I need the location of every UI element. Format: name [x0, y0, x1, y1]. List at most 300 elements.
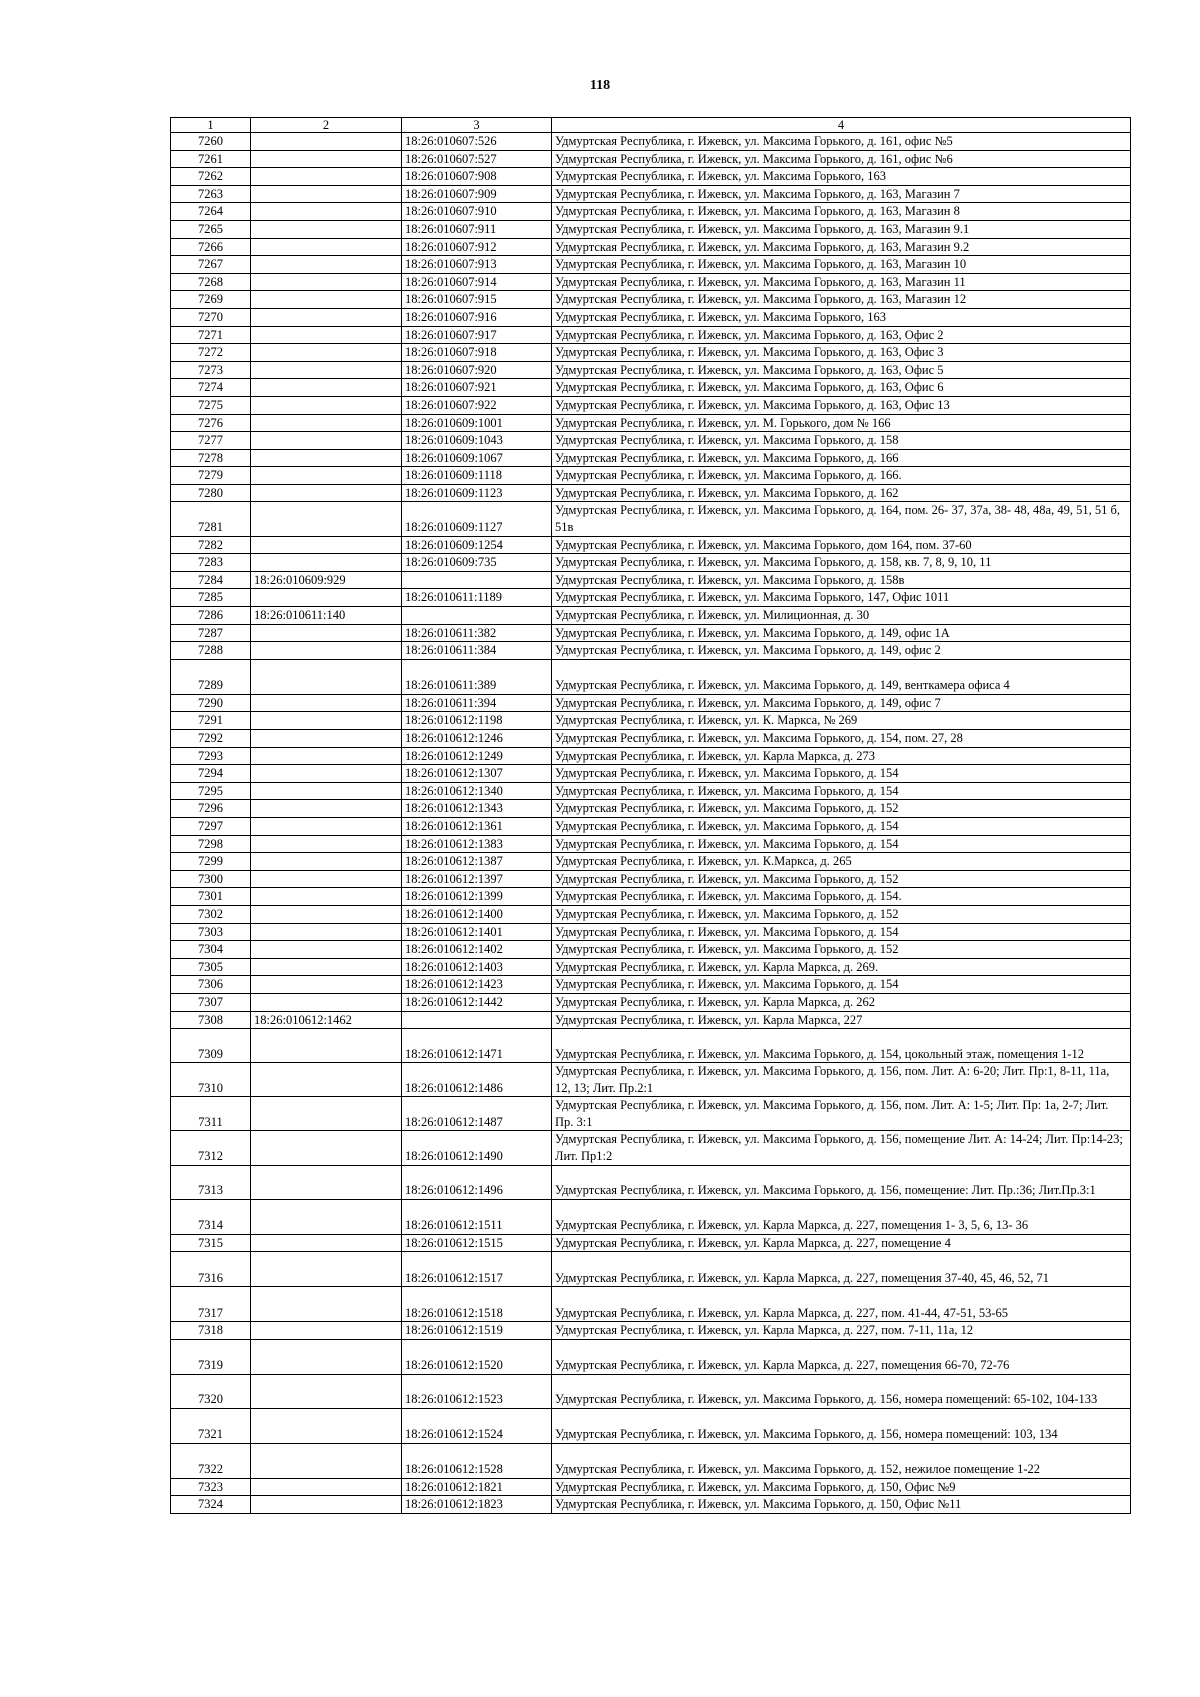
table-body [171, 133, 1131, 1514]
row-number-cell: 7286 [171, 607, 251, 625]
address-cell: Удмуртская Республика, г. Ижевск, ул. Максима Горького, д. 166. [552, 467, 1131, 485]
table-header [171, 118, 1131, 133]
cadastral-number-3-cell: 18:26:010612:1343 [402, 800, 552, 818]
table-row [171, 220, 1131, 238]
table-row [171, 256, 1131, 274]
cadastral-number-2-cell [251, 344, 402, 362]
address-cell: Удмуртская Республика, г. Ижевск, ул. Максима Горького, д. 154 [552, 835, 1131, 853]
address-cell: Удмуртская Республика, г. Ижевск, ул. Карла Маркса, д. 269. [552, 958, 1131, 976]
cadastral-number-2-cell [251, 1165, 402, 1199]
cadastral-number-2-cell: 18:26:010612:1462 [251, 1011, 402, 1029]
table-row [171, 308, 1131, 326]
cadastral-number-3-cell: 18:26:010607:910 [402, 203, 552, 221]
cadastral-number-2-cell [251, 1234, 402, 1252]
page-number: 118 [589, 78, 611, 93]
cadastral-number-2-cell [251, 361, 402, 379]
address-cell: Удмуртская Республика, г. Ижевск, ул. Максима Горького, д. 162 [552, 484, 1131, 502]
table-row [171, 133, 1131, 151]
row-number-cell: 7273 [171, 361, 251, 379]
table-row [171, 1063, 1131, 1097]
address-cell: Удмуртская Республика, г. Ижевск, ул. Максима Горького, д. 163, Магазин 9.2 [552, 238, 1131, 256]
table-row [171, 1011, 1131, 1029]
address-cell: Удмуртская Республика, г. Ижевск, ул. Максима Горького, д. 164, пом. 26- 37, 37а, 38- 48, 48а, 49, 51, 51 б, 51в [552, 502, 1131, 536]
table-row [171, 273, 1131, 291]
address-cell: Удмуртская Республика, г. Ижевск, ул. Максима Горького, д. 150, Офис №9 [552, 1478, 1131, 1496]
table-row [171, 291, 1131, 309]
row-number-cell: 7279 [171, 467, 251, 485]
table-row [171, 1199, 1131, 1234]
row-number-cell: 7295 [171, 782, 251, 800]
address-cell: Удмуртская Республика, г. Ижевск, ул. Карла Маркса, д. 227, помещение 4 [552, 1234, 1131, 1252]
table-row [171, 607, 1131, 625]
cadastral-number-2-cell [251, 958, 402, 976]
cadastral-number-2-cell [251, 1252, 402, 1287]
row-number-cell: 7308 [171, 1011, 251, 1029]
cadastral-number-2-cell [251, 1063, 402, 1097]
cadastral-number-3-cell: 18:26:010611:384 [402, 642, 552, 660]
table-row [171, 484, 1131, 502]
table-row [171, 185, 1131, 203]
cadastral-number-3-cell: 18:26:010612:1401 [402, 923, 552, 941]
table-row [171, 1443, 1131, 1478]
address-cell: Удмуртская Республика, г. Ижевск, ул. Карла Маркса, д. 262 [552, 993, 1131, 1011]
row-number-cell: 7304 [171, 941, 251, 959]
row-number-cell: 7293 [171, 747, 251, 765]
address-cell: Удмуртская Республика, г. Ижевск, ул. Максима Горького, д. 154, цокольный этаж, помещения 1-12 [552, 1029, 1131, 1063]
cadastral-number-3-cell: 18:26:010607:917 [402, 326, 552, 344]
table-row [171, 800, 1131, 818]
table-row [171, 344, 1131, 362]
table-row [171, 432, 1131, 450]
cadastral-number-3-cell [402, 607, 552, 625]
column-header-3: 3 [402, 118, 552, 133]
cadastral-number-3-cell: 18:26:010612:1524 [402, 1408, 552, 1443]
cadastral-number-2-cell [251, 1131, 402, 1165]
address-cell: Удмуртская Республика, г. Ижевск, ул. Карла Маркса, д. 227, пом. 41-44, 47-51, 53-65 [552, 1287, 1131, 1322]
row-number-cell: 7267 [171, 256, 251, 274]
table-row [171, 941, 1131, 959]
row-number-cell: 7292 [171, 730, 251, 748]
address-cell: Удмуртская Республика, г. Ижевск, ул. Максима Горького, д. 163, Офис 3 [552, 344, 1131, 362]
table-row [171, 923, 1131, 941]
table-row [171, 554, 1131, 572]
table-row [171, 467, 1131, 485]
cadastral-number-3-cell: 18:26:010612:1387 [402, 853, 552, 871]
cadastral-number-2-cell [251, 449, 402, 467]
cadastral-number-2-cell [251, 589, 402, 607]
address-cell: Удмуртская Республика, г. Ижевск, ул. К. Маркса, № 269 [552, 712, 1131, 730]
cadastral-number-3-cell: 18:26:010607:526 [402, 133, 552, 151]
cadastral-number-2-cell [251, 976, 402, 994]
row-number-cell: 7324 [171, 1496, 251, 1514]
cadastral-number-2-cell [251, 256, 402, 274]
cadastral-number-3-cell: 18:26:010611:389 [402, 659, 552, 694]
row-number-cell: 7311 [171, 1097, 251, 1131]
address-cell: Удмуртская Республика, г. Ижевск, ул. Максима Горького, д. 156, помещение Лит. А: 14-24; Лит. Пр:14-23; Лит. Пр1:2 [552, 1131, 1131, 1165]
cadastral-number-3-cell: 18:26:010609:1067 [402, 449, 552, 467]
cadastral-number-2-cell [251, 923, 402, 941]
row-number-cell: 7318 [171, 1322, 251, 1340]
row-number-cell: 7274 [171, 379, 251, 397]
row-number-cell: 7310 [171, 1063, 251, 1097]
table-row [171, 1374, 1131, 1408]
row-number-cell: 7283 [171, 554, 251, 572]
cadastral-number-3-cell: 18:26:010607:916 [402, 308, 552, 326]
cadastral-number-3-cell [402, 1011, 552, 1029]
cadastral-number-2-cell [251, 800, 402, 818]
cadastral-number-3-cell: 18:26:010607:913 [402, 256, 552, 274]
cadastral-number-2-cell [251, 941, 402, 959]
cadastral-number-3-cell: 18:26:010612:1490 [402, 1131, 552, 1165]
address-cell: Удмуртская Республика, г. Ижевск, ул. Максима Горького, д. 163, Магазин 12 [552, 291, 1131, 309]
cadastral-number-3-cell: 18:26:010607:914 [402, 273, 552, 291]
address-cell: Удмуртская Республика, г. Ижевск, ул. Максима Горького, д. 156, пом. Лит. А: 6-20; Лит. Пр:1, 8-11, 11а, 12, 13; Лит. Пр.2:1 [552, 1063, 1131, 1097]
cadastral-number-3-cell: 18:26:010612:1496 [402, 1165, 552, 1199]
cadastral-number-3-cell: 18:26:010611:394 [402, 694, 552, 712]
row-number-cell: 7284 [171, 571, 251, 589]
address-cell: Удмуртская Республика, г. Ижевск, ул. М. Горького, дом № 166 [552, 414, 1131, 432]
cadastral-number-2-cell [251, 150, 402, 168]
cadastral-number-3-cell: 18:26:010611:382 [402, 624, 552, 642]
cadastral-number-2-cell [251, 273, 402, 291]
cadastral-number-3-cell: 18:26:010611:1189 [402, 589, 552, 607]
cadastral-number-2-cell [251, 467, 402, 485]
address-cell: Удмуртская Республика, г. Ижевск, ул. Максима Горького, д. 163, Магазин 7 [552, 185, 1131, 203]
cadastral-number-2-cell [251, 712, 402, 730]
row-number-cell: 7317 [171, 1287, 251, 1322]
cadastral-number-2-cell [251, 1199, 402, 1234]
cadastral-number-3-cell: 18:26:010609:1254 [402, 536, 552, 554]
cadastral-number-3-cell: 18:26:010612:1307 [402, 765, 552, 783]
address-cell: Удмуртская Республика, г. Ижевск, ул. Максима Горького, д. 166 [552, 449, 1131, 467]
address-cell: Удмуртская Республика, г. Ижевск, ул. Максима Горького, д. 156, помещение: Лит. Пр.:36; Лит.Пр.3:1 [552, 1165, 1131, 1199]
cadastral-number-3-cell: 18:26:010609:1043 [402, 432, 552, 450]
row-number-cell: 7281 [171, 502, 251, 536]
table-row [171, 1287, 1131, 1322]
row-number-cell: 7309 [171, 1029, 251, 1063]
column-header-2: 2 [251, 118, 402, 133]
cadastral-number-2-cell [251, 817, 402, 835]
table-row [171, 1478, 1131, 1496]
cadastral-number-3-cell: 18:26:010607:915 [402, 291, 552, 309]
cadastral-number-2-cell [251, 730, 402, 748]
address-cell: Удмуртская Республика, г. Ижевск, ул. Максима Горького, 163 [552, 308, 1131, 326]
cadastral-number-2-cell [251, 835, 402, 853]
table-row [171, 782, 1131, 800]
row-number-cell: 7320 [171, 1374, 251, 1408]
row-number-cell: 7289 [171, 659, 251, 694]
cadastral-number-2-cell [251, 133, 402, 151]
row-number-cell: 7266 [171, 238, 251, 256]
cadastral-number-3-cell: 18:26:010612:1511 [402, 1199, 552, 1234]
address-cell: Удмуртская Республика, г. Ижевск, ул. Максима Горького, д. 158, кв. 7, 8, 9, 10, 11 [552, 554, 1131, 572]
cadastral-number-2-cell [251, 1374, 402, 1408]
address-cell: Удмуртская Республика, г. Ижевск, ул. Милиционная, д. 30 [552, 607, 1131, 625]
address-cell: Удмуртская Республика, г. Ижевск, ул. Максима Горького, д. 152, нежилое помещение 1-22 [552, 1443, 1131, 1478]
table-row [171, 1339, 1131, 1374]
cadastral-number-2-cell [251, 1408, 402, 1443]
address-cell: Удмуртская Республика, г. Ижевск, ул. Максима Горького, 163 [552, 168, 1131, 186]
cadastral-number-3-cell: 18:26:010607:921 [402, 379, 552, 397]
address-cell: Удмуртская Республика, г. Ижевск, ул. Максима Горького, д. 154 [552, 976, 1131, 994]
cadastral-number-3-cell: 18:26:010609:1123 [402, 484, 552, 502]
address-cell: Удмуртская Республика, г. Ижевск, ул. Максима Горького, д. 158 [552, 432, 1131, 450]
address-cell: Удмуртская Республика, г. Ижевск, ул. Максима Горького, д. 154 [552, 817, 1131, 835]
cadastral-number-2-cell [251, 168, 402, 186]
row-number-cell: 7322 [171, 1443, 251, 1478]
address-cell: Удмуртская Республика, г. Ижевск, ул. Максима Горького, д. 163, Офис 13 [552, 396, 1131, 414]
address-cell: Удмуртская Республика, г. Ижевск, ул. Максима Горького, д. 163, Офис 5 [552, 361, 1131, 379]
cadastral-number-2-cell [251, 484, 402, 502]
cadastral-number-3-cell: 18:26:010612:1486 [402, 1063, 552, 1097]
row-number-cell: 7301 [171, 888, 251, 906]
table-row [171, 730, 1131, 748]
address-cell: Удмуртская Республика, г. Ижевск, ул. Максима Горького, д. 149, офис 1А [552, 624, 1131, 642]
cadastral-number-2-cell [251, 1496, 402, 1514]
row-number-cell: 7265 [171, 220, 251, 238]
address-cell: Удмуртская Республика, г. Ижевск, ул. Максима Горького, д. 149, венткамера офиса 4 [552, 659, 1131, 694]
address-cell: Удмуртская Республика, г. Ижевск, ул. Максима Горького, д. 154. [552, 888, 1131, 906]
cadastral-number-3-cell: 18:26:010612:1361 [402, 817, 552, 835]
cadastral-number-2-cell [251, 432, 402, 450]
row-number-cell: 7275 [171, 396, 251, 414]
address-cell: Удмуртская Республика, г. Ижевск, ул. Максима Горького, д. 150, Офис №11 [552, 1496, 1131, 1514]
row-number-cell: 7313 [171, 1165, 251, 1199]
address-cell: Удмуртская Республика, г. Ижевск, ул. Максима Горького, д. 161, офис №5 [552, 133, 1131, 151]
cadastral-number-3-cell: 18:26:010607:909 [402, 185, 552, 203]
cadastral-number-2-cell [251, 554, 402, 572]
address-cell: Удмуртская Республика, г. Ижевск, ул. Максима Горького, д. 154, пом. 27, 28 [552, 730, 1131, 748]
cadastral-number-2-cell [251, 1097, 402, 1131]
row-number-cell: 7294 [171, 765, 251, 783]
cadastral-number-2-cell [251, 993, 402, 1011]
cadastral-number-3-cell: 18:26:010612:1402 [402, 941, 552, 959]
table-row [171, 1165, 1131, 1199]
cadastral-number-2-cell [251, 624, 402, 642]
cadastral-number-2-cell [251, 659, 402, 694]
address-cell: Удмуртская Республика, г. Ижевск, ул. Карла Маркса, д. 227, помещения 66-70, 72-76 [552, 1339, 1131, 1374]
table-row [171, 326, 1131, 344]
cadastral-number-2-cell [251, 1339, 402, 1374]
cadastral-number-3-cell: 18:26:010612:1518 [402, 1287, 552, 1322]
cadastral-number-3-cell: 18:26:010612:1340 [402, 782, 552, 800]
cadastral-number-3-cell: 18:26:010612:1198 [402, 712, 552, 730]
table-row [171, 765, 1131, 783]
cadastral-number-2-cell: 18:26:010609:929 [251, 571, 402, 589]
row-number-cell: 7262 [171, 168, 251, 186]
address-cell: Удмуртская Республика, г. Ижевск, ул. Максима Горького, 147, Офис 1011 [552, 589, 1131, 607]
cadastral-number-2-cell [251, 782, 402, 800]
row-number-cell: 7276 [171, 414, 251, 432]
cadastral-number-3-cell: 18:26:010607:527 [402, 150, 552, 168]
cadastral-number-3-cell [402, 571, 552, 589]
row-number-cell: 7307 [171, 993, 251, 1011]
address-cell: Удмуртская Республика, г. Ижевск, ул. Максима Горького, д. 156, номера помещений: 103, 134 [552, 1408, 1131, 1443]
address-cell: Удмуртская Республика, г. Ижевск, ул. Максима Горького, д. 154 [552, 923, 1131, 941]
table-row [171, 817, 1131, 835]
address-cell: Удмуртская Республика, г. Ижевск, ул. Максима Горького, д. 152 [552, 800, 1131, 818]
address-cell: Удмуртская Республика, г. Ижевск, ул. Максима Горького, д. 156, пом. Лит. А: 1-5; Лит. Пр: 1а, 2-7; Лит. Пр. 3:1 [552, 1097, 1131, 1131]
cadastral-number-3-cell: 18:26:010609:1127 [402, 502, 552, 536]
address-cell: Удмуртская Республика, г. Ижевск, ул. Максима Горького, д. 152 [552, 905, 1131, 923]
table-row [171, 396, 1131, 414]
row-number-cell: 7312 [171, 1131, 251, 1165]
cadastral-number-2-cell [251, 747, 402, 765]
cadastral-number-2-cell [251, 870, 402, 888]
cadastral-number-2-cell [251, 502, 402, 536]
cadastral-number-2-cell [251, 414, 402, 432]
table-row [171, 203, 1131, 221]
address-cell: Удмуртская Республика, г. Ижевск, ул. Максима Горького, д. 152 [552, 870, 1131, 888]
row-number-cell: 7303 [171, 923, 251, 941]
address-cell: Удмуртская Республика, г. Ижевск, ул. Максима Горького, д. 163, Магазин 9.1 [552, 220, 1131, 238]
address-cell: Удмуртская Республика, г. Ижевск, ул. Максима Горького, д. 152 [552, 941, 1131, 959]
table-row [171, 976, 1131, 994]
row-number-cell: 7272 [171, 344, 251, 362]
address-cell: Удмуртская Республика, г. Ижевск, ул. Максима Горького, д. 158в [552, 571, 1131, 589]
row-number-cell: 7321 [171, 1408, 251, 1443]
table-row [171, 238, 1131, 256]
cadastral-number-3-cell: 18:26:010612:1442 [402, 993, 552, 1011]
cadastral-number-3-cell: 18:26:010612:1403 [402, 958, 552, 976]
row-number-cell: 7299 [171, 853, 251, 871]
table-row [171, 905, 1131, 923]
cadastral-number-3-cell: 18:26:010612:1397 [402, 870, 552, 888]
row-number-cell: 7264 [171, 203, 251, 221]
row-number-cell: 7298 [171, 835, 251, 853]
address-cell: Удмуртская Республика, г. Ижевск, ул. Максима Горького, д. 154 [552, 765, 1131, 783]
row-number-cell: 7302 [171, 905, 251, 923]
row-number-cell: 7319 [171, 1339, 251, 1374]
table-row [171, 1131, 1131, 1165]
table-row [171, 888, 1131, 906]
cadastral-number-2-cell [251, 326, 402, 344]
cadastral-number-3-cell: 18:26:010612:1246 [402, 730, 552, 748]
cadastral-number-3-cell: 18:26:010612:1823 [402, 1496, 552, 1514]
cadastral-number-3-cell: 18:26:010612:1517 [402, 1252, 552, 1287]
cadastral-number-3-cell: 18:26:010607:912 [402, 238, 552, 256]
cadastral-number-3-cell: 18:26:010607:920 [402, 361, 552, 379]
address-cell: Удмуртская Республика, г. Ижевск, ул. Максима Горького, д. 163, Офис 2 [552, 326, 1131, 344]
table-row [171, 1252, 1131, 1287]
cadastral-number-2-cell [251, 888, 402, 906]
cadastral-number-2-cell [251, 379, 402, 397]
cadastral-number-2-cell [251, 642, 402, 660]
row-number-cell: 7306 [171, 976, 251, 994]
cadastral-number-3-cell: 18:26:010612:1519 [402, 1322, 552, 1340]
row-number-cell: 7277 [171, 432, 251, 450]
table-row [171, 379, 1131, 397]
cadastral-number-2-cell [251, 1478, 402, 1496]
row-number-cell: 7291 [171, 712, 251, 730]
table-row [171, 1234, 1131, 1252]
row-number-cell: 7280 [171, 484, 251, 502]
table-row [171, 694, 1131, 712]
table-row [171, 361, 1131, 379]
cadastral-number-3-cell: 18:26:010609:1118 [402, 467, 552, 485]
table-row [171, 1097, 1131, 1131]
cadastral-number-2-cell [251, 220, 402, 238]
table-row [171, 993, 1131, 1011]
table-row [171, 571, 1131, 589]
cadastral-number-3-cell: 18:26:010612:1400 [402, 905, 552, 923]
row-number-cell: 7285 [171, 589, 251, 607]
cadastral-number-2-cell [251, 396, 402, 414]
row-number-cell: 7261 [171, 150, 251, 168]
row-number-cell: 7278 [171, 449, 251, 467]
row-number-cell: 7305 [171, 958, 251, 976]
cadastral-number-2-cell [251, 1322, 402, 1340]
address-cell: Удмуртская Республика, г. Ижевск, ул. Максима Горького, д. 154 [552, 782, 1131, 800]
row-number-cell: 7296 [171, 800, 251, 818]
cadastral-number-3-cell: 18:26:010607:918 [402, 344, 552, 362]
cadastral-number-2-cell [251, 185, 402, 203]
cadastral-number-3-cell: 18:26:010612:1520 [402, 1339, 552, 1374]
cadastral-number-3-cell: 18:26:010607:908 [402, 168, 552, 186]
row-number-cell: 7260 [171, 133, 251, 151]
table-row [171, 449, 1131, 467]
table-row [171, 1322, 1131, 1340]
cadastral-number-2-cell [251, 1029, 402, 1063]
cadastral-number-3-cell: 18:26:010607:922 [402, 396, 552, 414]
address-cell: Удмуртская Республика, г. Ижевск, ул. Карла Маркса, д. 227, пом. 7-11, 11а, 12 [552, 1322, 1131, 1340]
table-row [171, 589, 1131, 607]
cadastral-number-3-cell: 18:26:010612:1399 [402, 888, 552, 906]
table-row [171, 1029, 1131, 1063]
cadastral-number-2-cell [251, 536, 402, 554]
cadastral-number-2-cell [251, 291, 402, 309]
registry-table [170, 117, 1131, 1514]
row-number-cell: 7268 [171, 273, 251, 291]
cadastral-number-2-cell [251, 1443, 402, 1478]
cadastral-number-2-cell: 18:26:010611:140 [251, 607, 402, 625]
row-number-cell: 7290 [171, 694, 251, 712]
row-number-cell: 7270 [171, 308, 251, 326]
cadastral-number-2-cell [251, 308, 402, 326]
cadastral-number-2-cell [251, 765, 402, 783]
row-number-cell: 7323 [171, 1478, 251, 1496]
row-number-cell: 7271 [171, 326, 251, 344]
table-row [171, 414, 1131, 432]
cadastral-number-3-cell: 18:26:010612:1523 [402, 1374, 552, 1408]
address-cell: Удмуртская Республика, г. Ижевск, ул. Максима Горького, д. 161, офис №6 [552, 150, 1131, 168]
table-row [171, 958, 1131, 976]
address-cell: Удмуртская Республика, г. Ижевск, ул. Максима Горького, д. 163, Офис 6 [552, 379, 1131, 397]
cadastral-number-3-cell: 18:26:010609:1001 [402, 414, 552, 432]
row-number-cell: 7297 [171, 817, 251, 835]
address-cell: Удмуртская Республика, г. Ижевск, ул. Максима Горького, д. 149, офис 7 [552, 694, 1131, 712]
address-cell: Удмуртская Республика, г. Ижевск, ул. Максима Горького, д. 149, офис 2 [552, 642, 1131, 660]
cadastral-number-3-cell: 18:26:010612:1249 [402, 747, 552, 765]
address-cell: Удмуртская Республика, г. Ижевск, ул. Карла Маркса, 227 [552, 1011, 1131, 1029]
cadastral-number-3-cell: 18:26:010612:1821 [402, 1478, 552, 1496]
cadastral-number-2-cell [251, 238, 402, 256]
header-row [171, 118, 1131, 133]
table-row [171, 624, 1131, 642]
address-cell: Удмуртская Республика, г. Ижевск, ул. Максима Горького, д. 163, Магазин 8 [552, 203, 1131, 221]
address-cell: Удмуртская Республика, г. Ижевск, ул. К.Маркса, д. 265 [552, 853, 1131, 871]
cadastral-number-3-cell: 18:26:010612:1515 [402, 1234, 552, 1252]
table-row [171, 150, 1131, 168]
row-number-cell: 7269 [171, 291, 251, 309]
cadastral-number-3-cell: 18:26:010612:1383 [402, 835, 552, 853]
table-row [171, 835, 1131, 853]
row-number-cell: 7288 [171, 642, 251, 660]
cadastral-number-2-cell [251, 1287, 402, 1322]
table-row [171, 659, 1131, 694]
row-number-cell: 7287 [171, 624, 251, 642]
address-cell: Удмуртская Республика, г. Ижевск, ул. Максима Горького, д. 163, Магазин 11 [552, 273, 1131, 291]
